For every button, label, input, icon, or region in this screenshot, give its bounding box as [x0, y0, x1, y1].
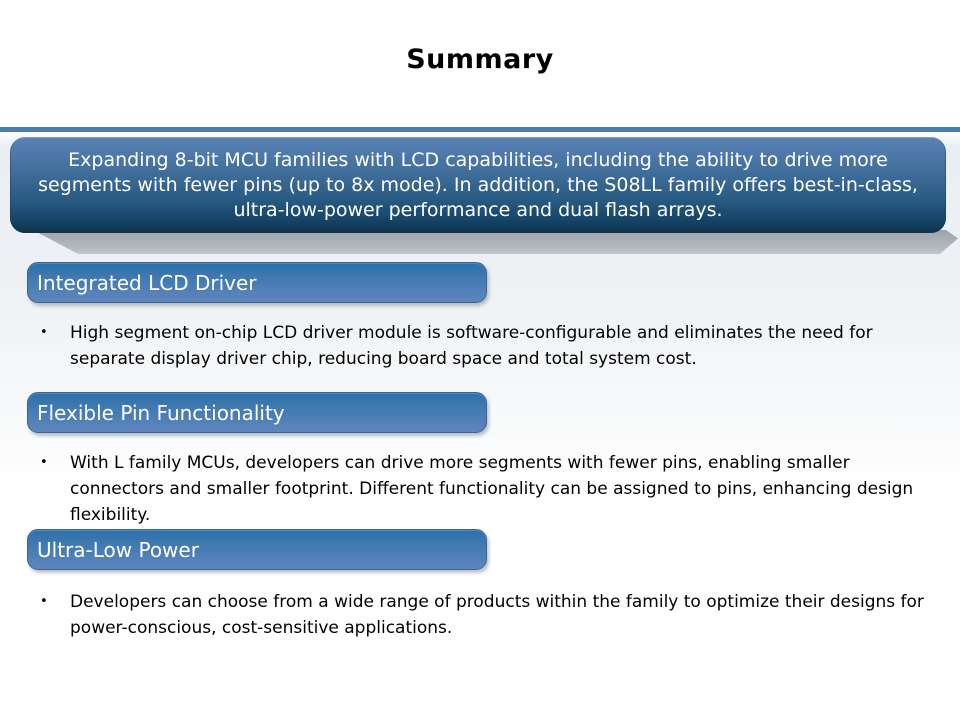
- hero-summary-text: Expanding 8-bit MCU families with LCD capabilities, including the ability to drive more segments with fewer pins (up to 8x mode). In addition, the S08LL family offers best-in-class, ultra-low-power performance and dual flash arrays.: [38, 148, 918, 221]
- section-header-flexible-pin-functionality: [27, 392, 487, 433]
- hero-box-shadow: [10, 230, 958, 254]
- section-header-ultra-low-power: [27, 529, 487, 570]
- bullet-text: Developers can choose from a wide range of products within the family to optimize their designs for power-conscious, cost-sensitive applications.: [70, 592, 924, 638]
- bullet-marker: •: [40, 325, 48, 340]
- section-header-label: Integrated LCD Driver: [37, 270, 257, 295]
- bullet-item-integrated-lcd-driver: [40, 320, 928, 372]
- hero-summary-box: [10, 137, 946, 233]
- bullet-item-ultra-low-power: [40, 589, 928, 641]
- bullet-marker: •: [40, 455, 48, 470]
- section-header-label: Ultra-Low Power: [37, 537, 199, 562]
- bullet-item-flexible-pin-functionality: [40, 450, 928, 528]
- slide-title: Summary: [406, 44, 554, 75]
- title-divider-rule: [0, 127, 960, 132]
- bullet-marker: •: [40, 594, 48, 609]
- section-header-integrated-lcd-driver: [27, 262, 487, 303]
- section-header-label: Flexible Pin Functionality: [37, 400, 285, 425]
- bullet-text: High segment on-chip LCD driver module is software-configurable and eliminates the need for separate display driver chip, reducing board space and total system cost.: [70, 323, 873, 369]
- bullet-text: With L family MCUs, developers can drive more segments with fewer pins, enabling smaller connectors and smaller footprint. Different functionality can be assigned to pins, enhancing design flexibility.: [70, 453, 914, 525]
